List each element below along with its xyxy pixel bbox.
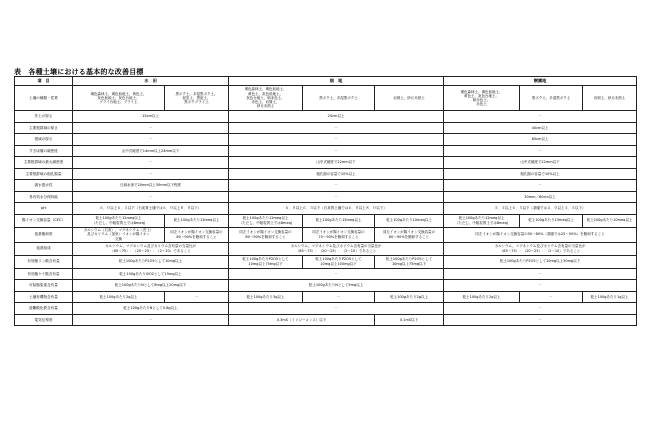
row-label: 電気伝導度 — [15, 314, 73, 326]
row-label: 根域の厚さ — [15, 134, 73, 146]
organic-matter-cell: 乾土100gあたり2g以上 — [375, 291, 444, 303]
cec-cell: 乾土100gあたり12meq以上 （ただし、中粗粒質土では8meq) — [73, 214, 165, 227]
base-saturation-cell: 同左イオンが陽イオン交換容量の 80～90%を飽和すること — [229, 227, 303, 242]
row-label: 有効態ケイ酸含有量 — [15, 268, 73, 280]
table-row — [15, 314, 637, 326]
row-label: 湛水透水性 — [15, 180, 73, 192]
upland-cell: 山中式硬度で22mm以下 — [229, 157, 444, 169]
soil-type-cell: 岩屑土、砂丘未熟土 — [583, 86, 637, 111]
organic-matter-cell: － — [165, 291, 229, 303]
soil-type-cell: 岩屑土、砂丘未熟土 — [375, 86, 444, 111]
paddy-cell: 日減水深で20mm以上30mm以下程度 — [73, 180, 229, 192]
cec-cell: 乾土100gあたり12meq以上 （ただし、中粗粒質土では8meq) — [444, 214, 520, 227]
paddy-cell: 乾土100gあたりNとして8mg以上20mg以下 — [73, 280, 229, 292]
header-row — [15, 77, 637, 86]
table-row — [15, 134, 637, 146]
table-row — [15, 145, 637, 157]
upland-cell: － — [229, 180, 444, 192]
row-label: 主要根群域の厚さ — [15, 122, 73, 134]
organic-matter-cell: 乾土100gあたり1g以上 — [583, 291, 637, 303]
conductivity-cell: － — [73, 314, 229, 326]
upland-cell: － — [229, 268, 444, 280]
cec-cell: 乾土100gあたり15meq以上 — [303, 214, 375, 227]
paddy-cell: － — [73, 168, 229, 180]
cec-cell: 乾土100gあたり15meq以上 — [165, 214, 229, 227]
table-row — [15, 291, 637, 303]
row-label: pH — [15, 203, 73, 215]
table-row — [15, 157, 637, 169]
row-label: 陽イオン交換容量（CEC） — [15, 214, 73, 227]
cec-cell: 乾土100gあたり12meq以上 （ただし、中粗粒質土では8meq) — [229, 214, 303, 227]
page-title: 表 各種土壌における基本的な改善目標 — [14, 68, 144, 76]
row-label: 有効態リン酸含有量 — [15, 255, 73, 268]
paddy-cell: － — [73, 157, 229, 169]
upland-cell: － — [229, 145, 444, 157]
phosphate-cell: 乾土100gあたりP2O5として 10mg以上75mg以下 — [229, 255, 303, 268]
soil-improvement-table — [14, 76, 637, 326]
upland-cell: － — [229, 191, 444, 203]
phosphate-cell: 乾土100gあたりP2O5として10mg以上 — [73, 255, 229, 268]
base-saturation-cell: 同左イオンが陽イオン交換容量の 80～90%を飽和すること — [375, 227, 444, 242]
row-label: 主要根群域の最大緻密度 — [15, 157, 73, 169]
row-label: 土壌の種類・性質 — [15, 86, 73, 111]
phosphate-cell: 乾土100gあたりP2O5として10mg以上30mg以下 — [444, 255, 637, 268]
base-saturation-cell: 同左イオンが陽イオン交換容量の50～80%（茶園では25～50%）を飽和すること — [444, 227, 637, 242]
orchard-cell: － — [444, 303, 637, 315]
soil-type-cell: 褐色森林土、褐色低地土、黄色土、 灰色低地土、灰色台地土、 グライ台地土、グライ土 — [73, 86, 165, 111]
upland-cell: カルシウム、マグネシウム及びカリウム含有量の当量比が （65～75）：（20～25）：（2～10）であること — [229, 242, 444, 255]
conductivity-cell: 0.3mS（ミリジーメンス）以下 — [229, 314, 375, 326]
table-row — [15, 86, 637, 111]
soil-type-cell: 褐色森林土、褐色低地土、 黄色土、灰色台地土、 暗赤色土、 赤色土 — [444, 86, 520, 111]
paddy-cell: － — [73, 122, 229, 134]
base-saturation-cell: 同左イオンが陽イオン交換容量の 60～90%を飽和すること — [165, 227, 229, 242]
header-paddy: 水 田 — [73, 77, 229, 86]
upland-cell: 乾土100gあたりNとして5mg以上 — [229, 280, 444, 292]
base-saturation-cell: 同左イオンが陽イオン交換容量の 70～90%を飽和すること — [303, 227, 375, 242]
table-row — [15, 122, 637, 134]
row-label: 塩基飽和度 — [15, 227, 73, 242]
organic-matter-cell: 乾土100gあたり2g以上 — [73, 291, 165, 303]
orchard-cell: － — [444, 280, 637, 292]
orchard-cell: ５．５以上６．５以下（茶園では４．０以上５．５以下） — [444, 203, 637, 215]
soil-type-cell: 黒ボク土、多湿黒ボク土 — [520, 86, 583, 111]
orchard-cell: 30mm／60cm以上 — [444, 191, 637, 203]
cec-cell: 乾土100gあたり15meq以上 — [520, 214, 583, 227]
paddy-cell: － — [73, 191, 229, 203]
row-label: 土壌有機物含有量 — [15, 291, 73, 303]
upland-cell: － — [229, 122, 444, 134]
upland-cell: － — [229, 303, 444, 315]
orchard-cell: － — [444, 180, 637, 192]
row-label: 遊離酸化鉄含有量 — [15, 303, 73, 315]
orchard-cell: 60cm以上 — [444, 134, 637, 146]
row-label: 作土の厚さ — [15, 111, 73, 123]
paddy-cell: ６．０以上６．５以下（石灰質土壌では６．０以上８．０以下） — [73, 203, 229, 215]
table-row — [15, 227, 637, 242]
phosphate-cell: 乾土100gあたりP2O5として 10mg以上75mg以下 — [375, 255, 444, 268]
paddy-cell: － — [73, 134, 229, 146]
conductivity-cell: － — [444, 314, 637, 326]
organic-matter-cell: 乾土100gあたり3g以上 — [229, 291, 303, 303]
table-row — [15, 203, 637, 215]
orchard-cell: 粗孔隙の容量で10%以上 — [444, 168, 637, 180]
phosphate-cell: 乾土100gあたりP2O5として 10mg以上100mg以下 — [303, 255, 375, 268]
table-row — [15, 111, 637, 123]
paddy-cell: 15cm以上 — [73, 111, 229, 123]
conductivity-cell: 0.1mS以下 — [375, 314, 444, 326]
soil-type-cell: 黒ボク土、多湿黒ボク土 — [303, 86, 375, 111]
paddy-cell: 乾土100gあたりNとして0.8g以上 — [73, 303, 229, 315]
orchard-cell: － — [444, 145, 637, 157]
paddy-cell: 山中式硬度で14mm以上24mm以下 — [73, 145, 229, 157]
soil-type-cell: 褐色森林土、褐色低地土、 黄色土、灰色低地土、 灰色台地土、暗赤色土、 赤色土、岩屑土、 砂丘未熟土 — [229, 86, 303, 111]
table-row — [15, 280, 637, 292]
organic-matter-cell: 乾土100gあたり2g以上 — [444, 291, 520, 303]
row-label: 可給態窒素含有量 — [15, 280, 73, 292]
table-row — [15, 255, 637, 268]
orchard-cell: － — [444, 111, 637, 123]
table-row — [15, 303, 637, 315]
header-orchard: 樹園地 — [444, 77, 637, 86]
upland-cell: ６．０以上６．５以下（石灰質土壌では６．０以上８．０以下） — [229, 203, 444, 215]
organic-matter-cell: － — [303, 291, 375, 303]
row-label: 主要根群域の粗孔隙量 — [15, 168, 73, 180]
orchard-cell: － — [444, 268, 637, 280]
table-row — [15, 242, 637, 255]
paddy-cell: カルシウム、マグネシウム及びカリウム含有量の当量比が （65～75）：（20～25）：（2～10）であること — [73, 242, 229, 255]
paddy-cell: 乾土100gあたりSiO2として15mg以上 — [73, 268, 229, 280]
organic-matter-cell: － — [520, 291, 583, 303]
upland-cell: － — [229, 134, 444, 146]
orchard-cell: 40cm以上 — [444, 122, 637, 134]
cec-cell: 乾土100gあたり10meq以上 — [583, 214, 637, 227]
soil-type-cell: 黒ボク土、多湿黒ボク土、 泥炭土、黒泥土、 黒ボクグライ土 — [165, 86, 229, 111]
header-upland: 畑 地 — [229, 77, 444, 86]
row-label: すき床層の緻密度 — [15, 145, 73, 157]
cec-cell: 乾土100gあたり10meq以上 — [375, 214, 444, 227]
orchard-cell: カルシウム、マグネシウム及びカリウム含有量の当量比が （65～75）：（20～25）：（2～10）であること — [444, 242, 637, 255]
table-row — [15, 268, 637, 280]
header-item: 項 目 — [15, 77, 73, 86]
table-row — [15, 168, 637, 180]
table-row — [15, 214, 637, 227]
upland-cell: 粗孔隙の容量で10%以上 — [229, 168, 444, 180]
orchard-cell: 山中式硬度で22mm以下 — [444, 157, 637, 169]
row-label: 塩基組成 — [15, 242, 73, 255]
table-row — [15, 180, 637, 192]
row-label: 易有効水分保持能 — [15, 191, 73, 203]
table-row — [15, 191, 637, 203]
base-saturation-cell: カルシウム（石灰）、マグネシウム（苦土） 及びカリウム（加里）イオンが陽イオン 交換 — [73, 227, 165, 242]
upland-cell: 25cm以上 — [229, 111, 444, 123]
